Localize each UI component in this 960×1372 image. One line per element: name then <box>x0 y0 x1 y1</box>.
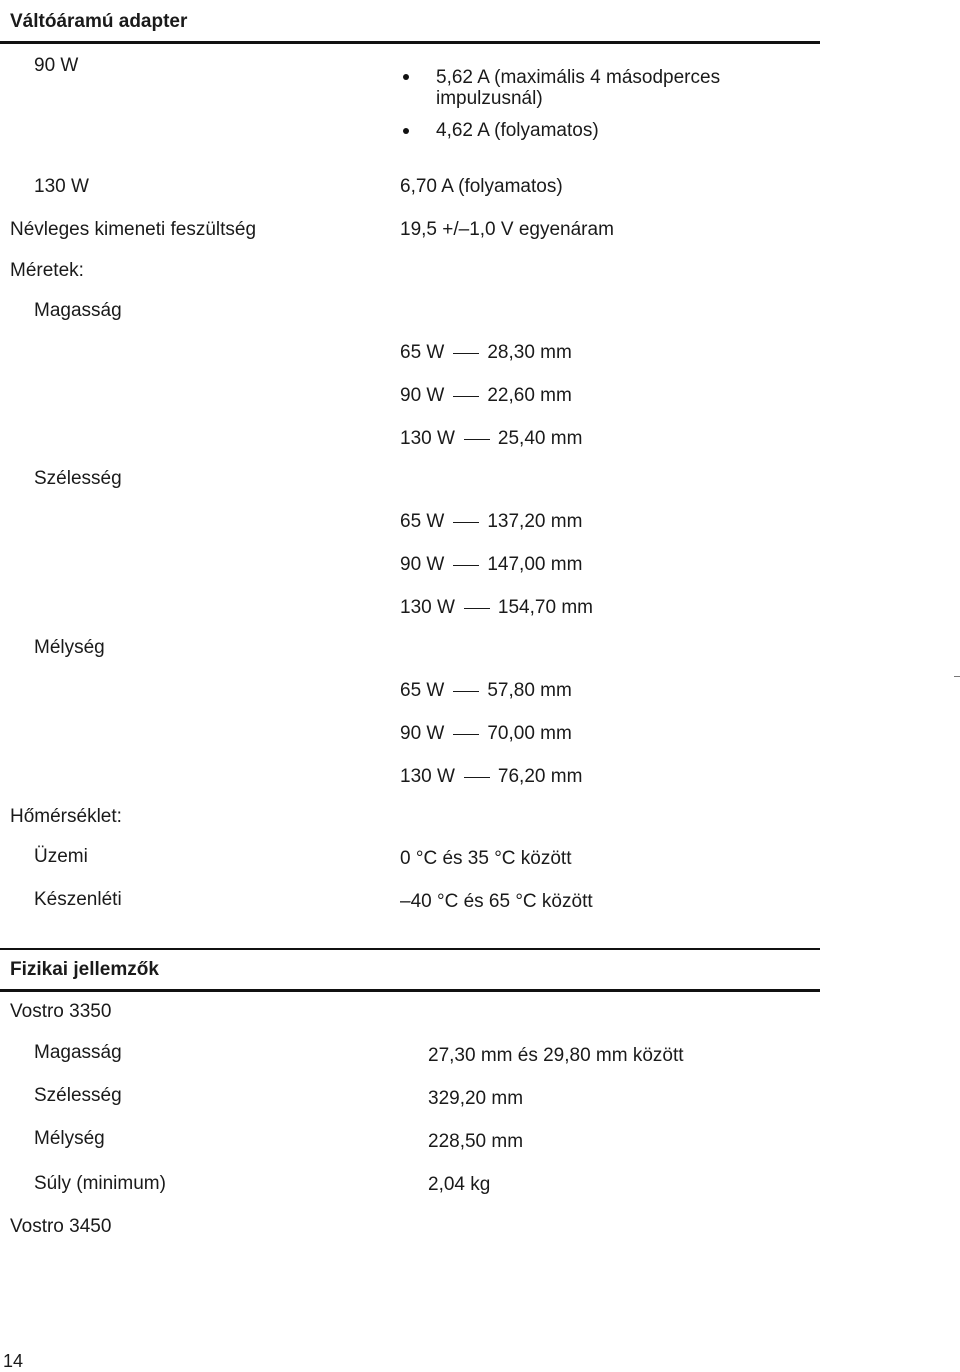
dimension-watt: 90 W <box>400 723 445 744</box>
spec-label-width: Szélesség <box>34 1085 122 1106</box>
spec-label-height: Magasság <box>34 1042 122 1063</box>
dimension-row-width-65w <box>400 511 582 533</box>
dash-separator <box>464 608 490 609</box>
section-heading-adapter: Váltóáramú adapter <box>10 11 188 32</box>
dimension-value: 70,00 mm <box>487 723 572 744</box>
model-label-vostro-3450: Vostro 3450 <box>10 1216 112 1237</box>
page-number: 14 <box>3 1351 24 1371</box>
spec-label-dimensions: Méretek: <box>10 260 84 281</box>
spec-value-weight: 2,04 kg <box>428 1174 491 1195</box>
model-label-vostro-3350: Vostro 3350 <box>10 1001 112 1022</box>
dimension-value: 22,60 mm <box>487 385 572 406</box>
spec-label-depth: Mélység <box>34 637 105 658</box>
dimension-value: 147,00 mm <box>487 554 583 575</box>
spec-value-90w-continuous: 4,62 A (folyamatos) <box>436 120 599 141</box>
dimension-watt: 65 W <box>400 511 445 532</box>
dash-separator <box>453 691 479 692</box>
dimension-watt: 130 W <box>400 597 455 618</box>
spec-value-depth: 228,50 mm <box>428 1131 524 1152</box>
bullet-icon <box>403 74 409 80</box>
spec-label-depth: Mélység <box>34 1128 105 1149</box>
spec-label-width: Szélesség <box>34 468 122 489</box>
dimension-watt: 65 W <box>400 342 445 363</box>
bullet-icon <box>403 128 409 134</box>
spec-value-90w-peak: 5,62 A (maximális 4 másodperces impulzusnál) <box>436 67 721 109</box>
dimension-watt: 65 W <box>400 680 445 701</box>
dash-separator <box>453 734 479 735</box>
dimension-row-height-90w <box>400 385 572 407</box>
margin-mark <box>954 676 960 677</box>
dimension-value: 76,20 mm <box>497 766 583 787</box>
dash-separator <box>464 439 490 440</box>
spec-label-weight: Súly (minimum) <box>34 1173 166 1194</box>
dash-separator <box>453 396 479 397</box>
dash-separator <box>453 565 479 566</box>
spec-value-operating: 0 °C és 35 °C között <box>400 848 572 869</box>
spec-value-width: 329,20 mm <box>428 1088 524 1109</box>
dimension-value: 28,30 mm <box>487 342 572 363</box>
spec-label-operating: Üzemi <box>34 846 88 867</box>
spec-value-standby: –40 °C és 65 °C között <box>400 891 593 912</box>
spec-label-nominal-voltage: Névleges kimeneti feszültség <box>10 219 257 240</box>
dimension-watt: 90 W <box>400 385 445 406</box>
dash-separator <box>453 522 479 523</box>
spec-label-130w: 130 W <box>34 176 89 197</box>
dimension-watt: 90 W <box>400 554 445 575</box>
spec-value-130w: 6,70 A (folyamatos) <box>400 176 563 197</box>
dimension-value: 25,40 mm <box>497 428 583 449</box>
dimension-row-depth-65w <box>400 680 572 702</box>
section-rule-top <box>0 948 820 950</box>
spec-value-height: 27,30 mm és 29,80 mm között <box>428 1045 684 1066</box>
dimension-row-height-130w <box>400 428 582 450</box>
spec-label-standby: Készenléti <box>34 889 122 910</box>
dash-separator <box>453 353 479 354</box>
dimension-row-height-65w <box>400 342 572 364</box>
spec-label-height: Magasság <box>34 300 122 321</box>
spec-value-nominal-voltage: 19,5 +/–1,0 V egyenáram <box>400 219 614 240</box>
dimension-watt: 130 W <box>400 766 455 787</box>
dimension-row-width-130w <box>400 597 593 619</box>
dimension-row-depth-130w <box>400 766 582 788</box>
dimension-row-depth-90w <box>400 723 572 745</box>
dimension-value: 57,80 mm <box>487 680 572 701</box>
dimension-watt: 130 W <box>400 428 455 449</box>
spec-label-temperature: Hőmérséklet: <box>10 806 122 827</box>
dimension-row-width-90w <box>400 554 582 576</box>
dimension-value: 154,70 mm <box>497 597 593 618</box>
dimension-value: 137,20 mm <box>487 511 583 532</box>
spec-label-90w: 90 W <box>34 55 79 76</box>
section-heading-physical: Fizikai jellemzők <box>10 959 159 980</box>
section-rule <box>0 41 820 44</box>
dash-separator <box>464 777 490 778</box>
section-rule <box>0 989 820 992</box>
